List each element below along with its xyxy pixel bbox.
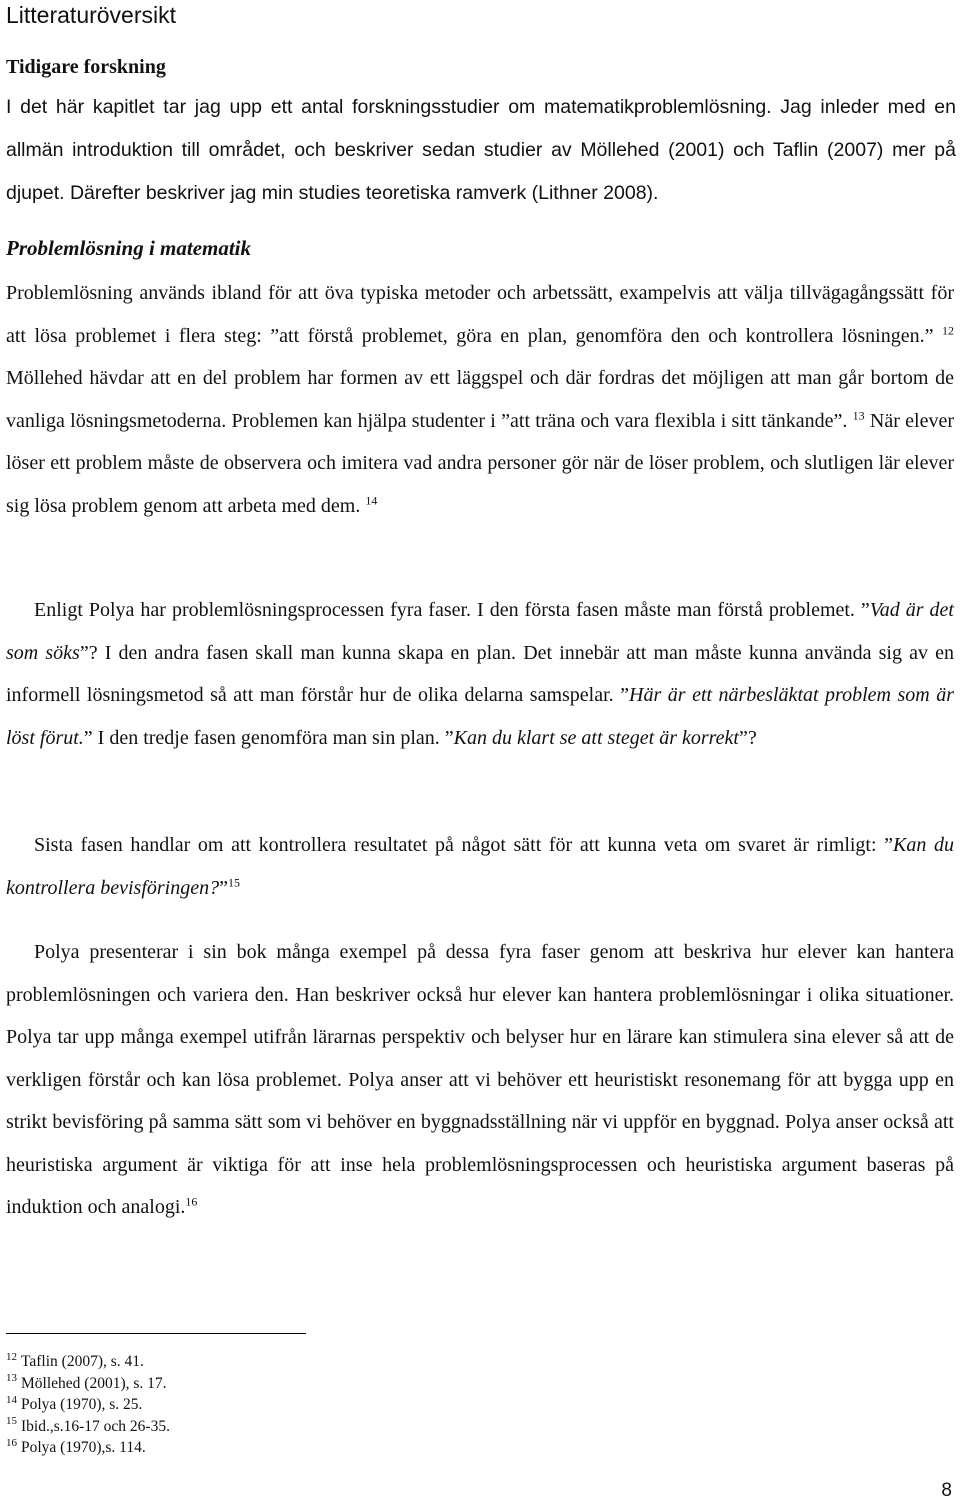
paragraph-polya-examples [6,931,954,1229]
page-number: 8 [941,1480,952,1501]
quote-what-is-sought: Vad är det som söks [6,599,954,664]
section-heading-problem-solving: Problemlösning i matematik [6,236,252,260]
paragraph-text: ”? I den andra fasen skall man kunna skapa en plan. Det innebär att man måste kunna använda sig av en informell lösningsmetod så att man förstår hur de olika delarna samspelar. ” [6,641,954,706]
footnote-ref-13[interactable]: 13 [852,407,865,422]
paragraph-problem-solving-1 [6,272,954,527]
footnote-item [6,1416,170,1438]
quote-related-problem: Här är ett närbesläktat problem som är löst förut. [6,684,954,749]
footnote-number: 15 [6,1415,17,1428]
paragraph-text: ” I den tredje fasen genomföra man sin plan. ” [83,726,454,749]
footnote-list [6,1351,170,1459]
footnote-text: Ibid.,s.16-17 och 26-35. [21,1417,170,1435]
footnote-ref-16[interactable]: 16 [185,1194,198,1209]
paragraph-text: När elever löser ett problem måste de observera och imitera vad andra personer gör när de löser problem, och slutligen lär elever sig lösa problem genom att arbeta med dem. [6,409,955,517]
intro-paragraph: I det här kapitlet tar jag upp ett antal forskningsstudier om matematikproblemlösning. Jag inleder med en allmän introduktion till området, och beskriver sedan studier av Möllehed (2001) och Taflin (2007) mer på djupet. Därefter beskriver jag min studies teoretiska ramverk (Lithner 2008). [6,96,956,204]
paragraph-text: Sista fasen handlar om att kontrollera resultatet på något sätt för att kunna veta om svaret är rimligt: ” [34,834,894,856]
footnote-number: 16 [6,1436,17,1449]
footnote-divider [6,1333,306,1334]
footnote-text: Taflin (2007), s. 41. [21,1353,144,1370]
footnote-item [6,1394,170,1416]
paragraph-text: ”? [739,726,757,749]
footnote-text: Polya (1970), s. 25. [21,1396,143,1413]
paragraph-text: Polya presenterar i sin bok många exempel på dessa fyra faser genom att beskriva hur elever kan hantera problemlösningen och variera den. Han beskriver också hur elever kan hantera problemlösningar i olika situationer. Polya tar upp många exempel utifrån lärarnas perspektiv och belyser hur en lärare kan stimulera sina elever så att de verkligen förstår och kan lösa problemet. Polya anser att vi behöver ett heuristiskt resonemang för att bygga upp en strikt bevisföring på samma sätt som vi behöver en byggnadsställning när vi uppför en byggnad. Polya anser också att heuristiska argument är viktiga för att inse hela problemlösningsprocessen och heuristiska argument baseras på induktion och analogi. [6,941,954,1218]
footnote-text: Polya (1970),s. 114. [21,1439,146,1456]
paragraph-last-phase [6,824,954,909]
footnote-item [6,1437,170,1459]
footnote-number: 13 [6,1372,17,1385]
footnote-ref-12[interactable]: 12 [942,322,955,337]
paragraph-polya-phases [6,589,954,759]
footnote-text: Möllehed (2001), s. 17. [21,1374,167,1392]
paragraph-text: Möllehed hävdar att en del problem har formen av ett läggspel och där fordras det möjligen att man går bortom de vanliga lösningsmetoderna. Problemen kan hjälpa studenter i ”att träna och vara flexibla i sitt tänkande”. [6,367,954,432]
section-heading-previous-research: Tidigare forskning [6,56,166,78]
paragraph-text: Problemlösning används ibland för att öva typiska metoder och arbetssätt, exampelvis att välja tillvägagångssätt för att lösa problemet i flera steg: ”att förstå problemet, göra en plan, genomföra den och kontrollera lösningen.” [6,282,954,347]
footnote-number: 12 [6,1350,17,1363]
footnote-item [6,1351,170,1373]
paragraph-text: ” [219,876,229,899]
quote-step-correct: Kan du klart se att steget är korrekt [453,726,739,749]
footnote-ref-15[interactable]: 15 [228,874,241,889]
footnote-ref-14[interactable]: 14 [365,492,378,507]
footnote-item [6,1373,170,1395]
footnote-number: 14 [6,1393,17,1406]
paragraph-text: Enligt Polya har problemlösningsprocessen fyra faser. I den första fasen måste man förstå problemet. ” [34,599,870,621]
quote-check-proof: Kan du kontrollera bevisföringen? [6,834,955,899]
chapter-title: Litteraturöversikt [6,2,177,28]
